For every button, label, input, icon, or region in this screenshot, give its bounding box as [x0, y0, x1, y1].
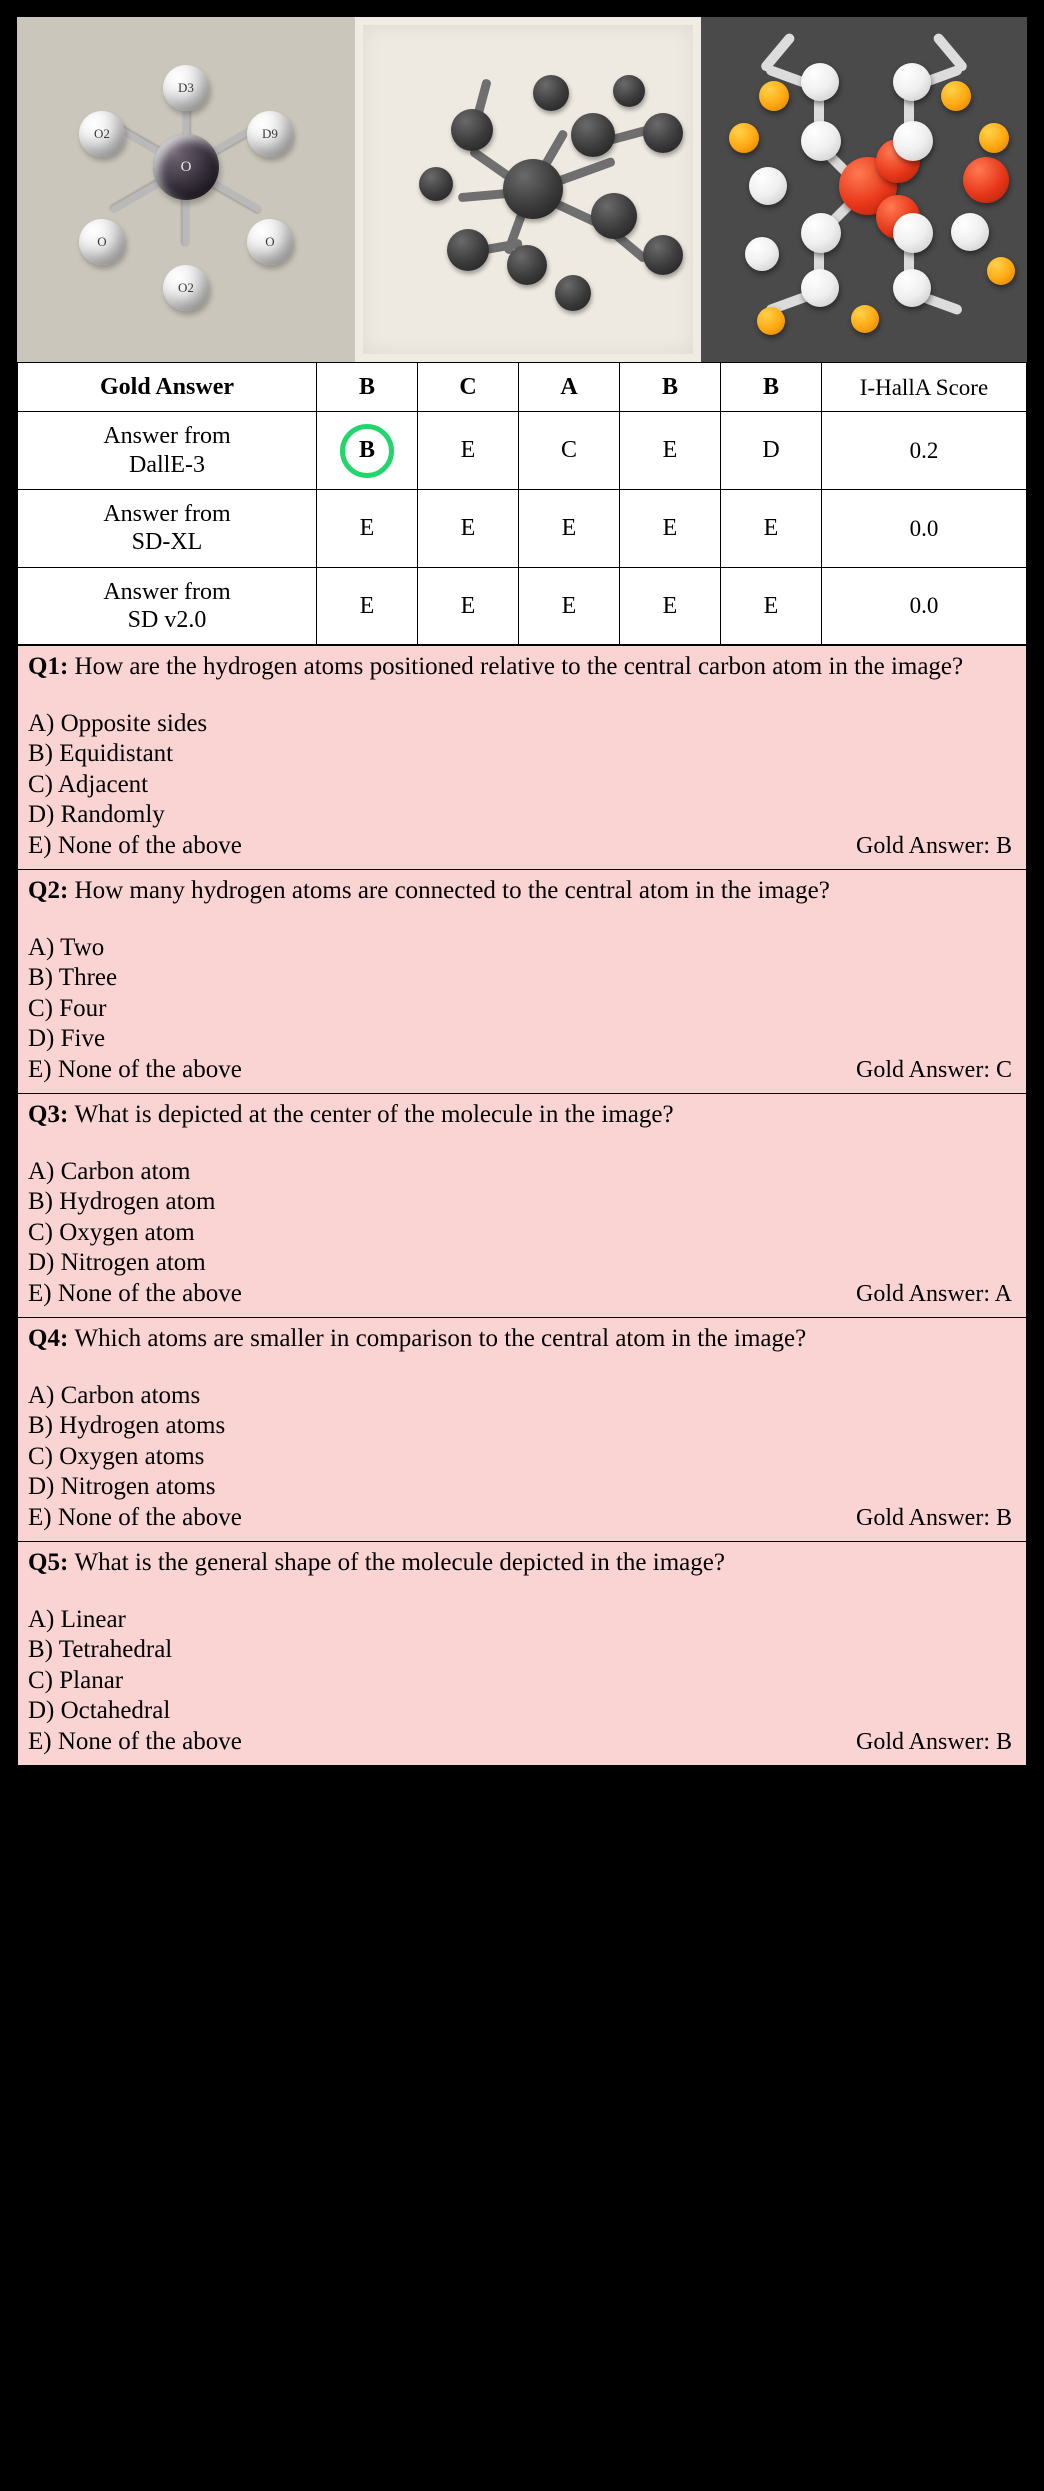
center-atom — [153, 134, 219, 200]
highlighted-answer: B — [358, 437, 375, 464]
atom — [507, 245, 547, 285]
option-item: A) Opposite sides — [28, 709, 208, 737]
atom-orange — [759, 81, 789, 111]
atom-label: O2 — [178, 280, 194, 295]
question-text: How are the hydrogen atoms positioned relative to the central carbon atom in the image? — [74, 653, 964, 681]
option-item: C) Planar — [28, 1666, 124, 1694]
option-item: E) None of the above — [28, 1727, 242, 1755]
option-item: B) Equidistant — [28, 740, 174, 768]
atom — [447, 229, 489, 271]
gold-answer-label: Gold Answer: B — [856, 832, 1012, 859]
question-id: Q1: — [28, 653, 75, 681]
option-item: D) Octahedral — [28, 1697, 171, 1725]
option-item: B) Tetrahedral — [28, 1636, 173, 1664]
option-item: C) Oxygen atoms — [28, 1442, 205, 1470]
atom-white — [893, 63, 931, 101]
atom — [419, 167, 453, 201]
atom — [571, 113, 615, 157]
option-item: A) Linear — [28, 1605, 126, 1633]
atom — [247, 111, 293, 157]
atom-white — [801, 63, 839, 101]
question-block — [17, 870, 1027, 1094]
atom-label: D9 — [262, 126, 278, 141]
option-item: C) Oxygen atom — [28, 1218, 195, 1246]
questions-container — [0, 645, 1044, 1766]
atom-orange — [729, 123, 759, 153]
option-item: D) Nitrogen atoms — [28, 1473, 216, 1501]
table-row — [18, 363, 1027, 412]
answer-cell: A — [519, 363, 620, 412]
answer-cell: E — [721, 489, 822, 567]
score-value: 0.0 — [822, 567, 1027, 645]
generated-image-sdxl — [355, 17, 701, 362]
atom-orange — [979, 123, 1009, 153]
option-item: A) Two — [28, 933, 105, 961]
atom-label: O2 — [94, 126, 110, 141]
answer-cell: D — [721, 412, 822, 490]
answer-cell: C — [519, 412, 620, 490]
table-row — [18, 412, 1027, 490]
atom-orange — [851, 305, 879, 333]
answer-cell: E — [519, 489, 620, 567]
answer-cell: E — [317, 489, 418, 567]
question-block — [17, 645, 1027, 870]
score-header: I-HallA Score — [822, 363, 1027, 412]
cage-molecule-render — [701, 17, 1027, 362]
atom-label: D3 — [178, 80, 194, 95]
figure-page — [0, 17, 1044, 1766]
option-item: A) Carbon atom — [28, 1157, 191, 1185]
atom — [163, 265, 209, 311]
question-block — [17, 1542, 1027, 1766]
option-item: E) None of the above — [28, 1503, 242, 1531]
answer-cell: E — [620, 412, 721, 490]
option-item: D) Nitrogen atom — [28, 1249, 206, 1277]
octahedral-molecule-render — [17, 17, 355, 362]
answer-cell — [317, 412, 418, 490]
question-text: What is depicted at the center of the molecule in the image? — [74, 1101, 674, 1129]
atom-orange — [941, 81, 971, 111]
answer-cell: E — [317, 567, 418, 645]
atom-white — [893, 121, 933, 161]
question-stem — [28, 1324, 1016, 1355]
answer-cell: B — [317, 363, 418, 412]
answer-cell: B — [620, 363, 721, 412]
row-label: Answer from DallE-3 — [18, 412, 317, 490]
answer-cell: E — [620, 489, 721, 567]
atom — [79, 111, 125, 157]
question-stem — [28, 876, 1016, 907]
answer-cell: E — [620, 567, 721, 645]
atom — [451, 109, 493, 151]
answer-cell: E — [418, 489, 519, 567]
option-item: B) Hydrogen atoms — [28, 1412, 226, 1440]
score-value: 0.0 — [822, 489, 1027, 567]
results-table — [17, 362, 1027, 645]
answer-cell: E — [721, 567, 822, 645]
atom-white — [801, 121, 841, 161]
question-stem — [28, 652, 1016, 683]
atom — [533, 75, 569, 111]
atom — [247, 219, 293, 265]
question-id: Q3: — [28, 1101, 75, 1129]
option-item: B) Three — [28, 964, 118, 992]
row-label: Answer from SD-XL — [18, 489, 317, 567]
atom — [555, 275, 591, 311]
option-item: D) Randomly — [28, 801, 165, 829]
atom — [643, 235, 683, 275]
answer-cell: E — [418, 567, 519, 645]
question-id: Q2: — [28, 877, 75, 905]
atom-white — [893, 213, 933, 253]
atom-white — [801, 213, 841, 253]
question-stem — [28, 1100, 1016, 1131]
atom-white — [893, 269, 931, 307]
answer-cell: E — [519, 567, 620, 645]
option-item: A) Carbon atoms — [28, 1381, 201, 1409]
atom — [503, 159, 563, 219]
question-text: Which atoms are smaller in comparison to the central atom in the image? — [74, 1325, 807, 1353]
atom — [591, 193, 637, 239]
question-block — [17, 1318, 1027, 1542]
gold-answer-label: Gold Answer: B — [856, 1504, 1012, 1531]
atom-red — [963, 157, 1009, 203]
atom-label: O — [97, 234, 107, 249]
dark-cluster-molecule-render — [355, 17, 701, 362]
atom-white — [801, 269, 839, 307]
atom-label: O — [180, 158, 192, 175]
atom-orange — [987, 257, 1015, 285]
generated-image-dalle3 — [17, 17, 355, 362]
option-item: C) Adjacent — [28, 770, 149, 798]
atom — [643, 113, 683, 153]
option-item: E) None of the above — [28, 1055, 242, 1083]
option-item: E) None of the above — [28, 1279, 242, 1307]
question-stem — [28, 1548, 1016, 1579]
option-item: B) Hydrogen atom — [28, 1188, 216, 1216]
question-text: How many hydrogen atoms are connected to the central atom in the image? — [74, 877, 830, 905]
atom-white — [951, 213, 989, 251]
gold-answer-label: Gold Answer: A — [856, 1280, 1012, 1307]
score-value: 0.2 — [822, 412, 1027, 490]
question-id: Q4: — [28, 1325, 75, 1353]
table-row — [18, 489, 1027, 567]
atom — [613, 75, 645, 107]
atom-white — [749, 167, 787, 205]
atom-white — [745, 237, 779, 271]
atom-orange — [757, 307, 785, 335]
atom — [79, 219, 125, 265]
answer-cell: E — [418, 412, 519, 490]
gold-answer-label: Gold Answer: C — [856, 1056, 1012, 1083]
option-item: D) Five — [28, 1025, 106, 1053]
option-item: C) Four — [28, 994, 107, 1022]
question-text: What is the general shape of the molecule depicted in the image? — [74, 1549, 725, 1577]
option-item: E) None of the above — [28, 831, 242, 859]
row-label: Answer from SD v2.0 — [18, 567, 317, 645]
question-block — [17, 1094, 1027, 1318]
row-label: Gold Answer — [18, 363, 317, 412]
atom-label: O — [265, 234, 275, 249]
generated-image-sd20 — [701, 17, 1027, 362]
answer-cell: C — [418, 363, 519, 412]
table-row — [18, 567, 1027, 645]
question-id: Q5: — [28, 1549, 75, 1577]
answer-cell: B — [721, 363, 822, 412]
atom — [163, 65, 209, 111]
gold-answer-label: Gold Answer: B — [856, 1728, 1012, 1755]
image-strip — [17, 17, 1027, 362]
